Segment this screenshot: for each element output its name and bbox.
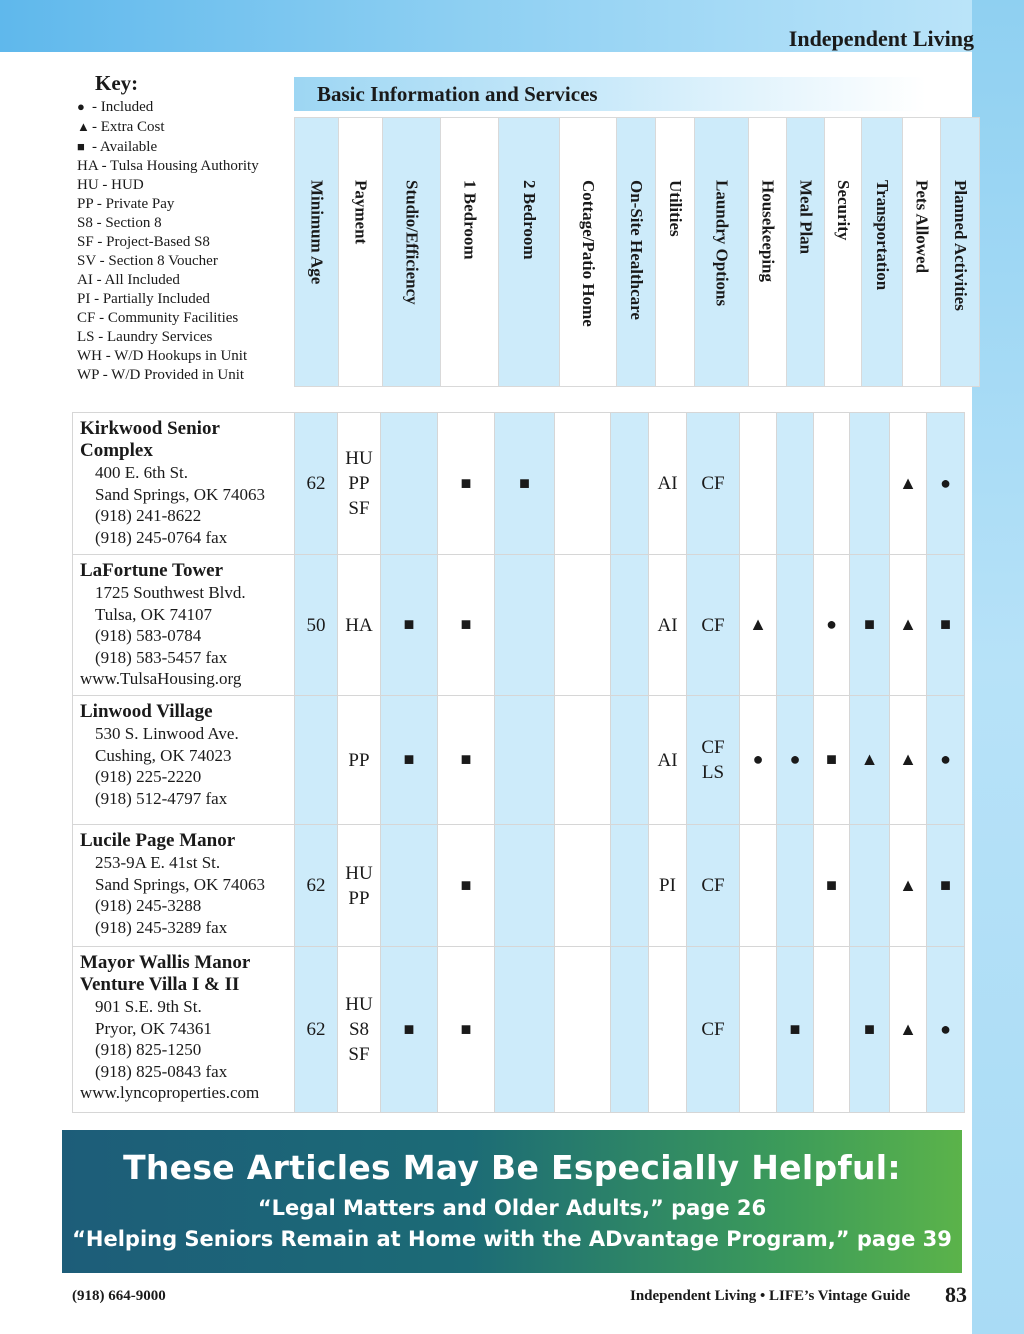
key-text: HA - Tulsa Housing Authority — [77, 158, 259, 174]
table-cell — [495, 413, 555, 555]
key-item — [77, 117, 259, 137]
cell-value: CF LS — [701, 737, 725, 783]
key-text: PI - Partially Included — [77, 291, 210, 307]
table-cell — [611, 696, 649, 825]
table-cell — [649, 413, 687, 555]
cell-value: HU PP SF — [345, 448, 373, 519]
facility-address-line: Cushing, OK 74023 — [95, 745, 232, 765]
key-text: SV - Section 8 Voucher — [77, 253, 218, 269]
footer-phone: (918) 664-9000 — [72, 1288, 166, 1304]
column-headers — [294, 117, 980, 387]
column-header — [656, 118, 695, 387]
table-cell — [611, 825, 649, 947]
table-cell — [687, 696, 740, 825]
table-cell — [777, 947, 814, 1113]
table-cell — [850, 696, 890, 825]
table-cell — [740, 413, 777, 555]
table-cell — [649, 947, 687, 1113]
table-cell — [740, 555, 777, 696]
table-cell — [740, 947, 777, 1113]
column-header — [825, 118, 862, 387]
table-cell — [890, 825, 927, 947]
key-text: S8 - Section 8 — [77, 215, 162, 231]
key-item — [77, 290, 259, 309]
key-item — [77, 328, 259, 347]
cell-value: CF — [701, 875, 725, 896]
table-heading: Basic Information and Services — [317, 82, 598, 106]
facility-address-line: 1725 Southwest Blvd. — [95, 583, 246, 602]
article-link-legal[interactable]: “Legal Matters and Older Adults,” page 26 — [257, 1196, 767, 1220]
table-cell — [649, 825, 687, 947]
facility-info-cell — [73, 947, 295, 1113]
table-cell — [295, 413, 338, 555]
table-cell — [777, 555, 814, 696]
table-cell — [687, 555, 740, 696]
table-cell — [687, 825, 740, 947]
table-cell — [927, 555, 965, 696]
included-circle-icon: ● — [940, 472, 951, 493]
page-number: 83 — [945, 1282, 967, 1307]
column-header — [617, 118, 656, 387]
table-cell — [850, 825, 890, 947]
extra-cost-triangle-icon: ▲ — [899, 614, 917, 634]
facility-info-cell — [73, 825, 295, 947]
key-item — [77, 176, 259, 195]
key-text: WH - W/D Hookups in Unit — [77, 348, 248, 364]
available-square-icon: ■ — [826, 749, 837, 769]
table-cell — [814, 555, 850, 696]
facility-address-line: (918) 245-0764 fax — [95, 527, 228, 547]
column-header — [295, 118, 339, 387]
table-cell — [850, 947, 890, 1113]
table-cell — [814, 413, 850, 555]
key-item — [77, 195, 259, 214]
cell-value: 62 — [306, 875, 326, 896]
included-circle-icon: ● — [940, 1018, 951, 1039]
table-cell — [649, 696, 687, 825]
table-cell — [295, 696, 338, 825]
table-cell — [927, 696, 965, 825]
facility-address-line: Pryor, OK 74361 — [95, 1018, 212, 1038]
key-text: - Included — [92, 99, 154, 115]
table-cell — [381, 696, 438, 825]
column-header — [749, 118, 787, 387]
table-cell — [338, 413, 381, 555]
table-cell — [338, 696, 381, 825]
available-square-icon: ■ — [460, 472, 472, 493]
column-header — [941, 118, 980, 387]
available-square-icon: ■ — [519, 472, 530, 493]
facility-address-line: (918) 241-8622 — [95, 506, 202, 525]
table-cell — [295, 555, 338, 696]
facility-address-line: 253-9A E. 41st St. — [95, 853, 221, 872]
table-row — [73, 413, 965, 555]
facilities-table — [72, 412, 965, 1113]
column-header-label: 1 Bedroom — [460, 180, 480, 260]
key-text: LS - Laundry Services — [77, 329, 213, 345]
column-header-label: Planned Activities — [951, 180, 970, 311]
table-cell — [438, 696, 495, 825]
extra-cost-triangle-icon: ▲ — [899, 1018, 917, 1039]
table-cell — [890, 947, 927, 1113]
available-square-icon: ■ — [826, 874, 837, 895]
extra-cost-triangle-icon: ▲ — [749, 614, 767, 634]
facility-website-link[interactable]: www.TulsaHousing.org — [80, 669, 242, 688]
key-item — [77, 157, 259, 176]
key-items — [77, 97, 259, 385]
table-heading-banner — [294, 77, 926, 111]
table-cell — [611, 413, 649, 555]
column-header-label: Cottage/Patio Home — [579, 180, 598, 327]
key-text: AI - All Included — [77, 272, 180, 288]
column-header — [862, 118, 903, 387]
table-cell — [687, 413, 740, 555]
table-cell — [611, 947, 649, 1113]
helpful-articles-title: These Articles May Be Especially Helpful: — [123, 1148, 901, 1187]
table-cell — [777, 413, 814, 555]
available-square-icon: ■ — [864, 1018, 875, 1039]
key-item — [77, 309, 259, 328]
table-cell — [438, 947, 495, 1113]
column-header-label: On-Site Healthcare — [627, 180, 646, 320]
table-cell — [649, 555, 687, 696]
facility-address-line: (918) 825-0843 fax — [95, 1061, 228, 1081]
table-cell — [850, 413, 890, 555]
cell-value: 62 — [306, 473, 326, 494]
table-cell — [438, 555, 495, 696]
table-cell — [740, 696, 777, 825]
table-cell — [438, 413, 495, 555]
legend-key — [77, 71, 259, 385]
table-cell — [555, 825, 611, 947]
column-header — [383, 118, 441, 387]
table-row — [73, 947, 965, 1113]
key-text: WP - W/D Provided in Unit — [77, 367, 245, 383]
cell-value: PI — [659, 875, 676, 896]
facility-address-line: (918) 512-4797 fax — [95, 788, 228, 808]
key-text: - Available — [92, 139, 158, 155]
column-header-label: Studio/Efficiency — [402, 180, 422, 305]
available-square-icon: ■ — [460, 749, 472, 769]
helpful-articles-banner — [62, 1130, 962, 1273]
facility-website-link[interactable]: www.lyncoproperties.com — [80, 1083, 260, 1102]
key-title: Key: — [95, 71, 139, 95]
key-item — [77, 271, 259, 290]
extra-cost-triangle-icon: ▲ — [899, 749, 917, 769]
column-header-label: Transportation — [873, 180, 892, 291]
table-row — [73, 555, 965, 696]
table-cell — [890, 696, 927, 825]
key-item — [77, 252, 259, 271]
table-cell — [555, 555, 611, 696]
facility-address-line: (918) 245-3288 — [95, 896, 202, 915]
column-header — [441, 118, 499, 387]
column-header — [339, 118, 383, 387]
table-row — [73, 825, 965, 947]
cell-value: 62 — [306, 1019, 326, 1040]
cell-value: AI — [657, 473, 678, 494]
key-item — [77, 233, 259, 252]
facility-name: Mayor Wallis Manor Venture Villa I & II — [80, 952, 250, 995]
cell-value: CF — [701, 614, 725, 636]
table-cell — [890, 413, 927, 555]
included-circle-icon: ● — [940, 749, 951, 769]
available-square-icon: ■ — [864, 614, 875, 634]
key-item — [77, 366, 259, 385]
available-square-icon: ■ — [940, 614, 951, 634]
facility-info-cell — [73, 696, 295, 825]
included-circle-icon: ● — [789, 749, 801, 769]
table-cell — [495, 947, 555, 1113]
included-circle-icon: ● — [752, 749, 764, 769]
article-link-advantage[interactable]: “Helping Seniors Remain at Home with the ADvantage Program,” page 39 — [72, 1227, 952, 1251]
table-cell — [555, 696, 611, 825]
available-square-icon: ■ — [789, 1018, 801, 1039]
column-header-label: Payment — [351, 180, 371, 245]
key-text: PP - Private Pay — [77, 196, 175, 212]
available-square-icon: ■ — [460, 614, 472, 634]
column-header-label: 2 Bedroom — [520, 180, 539, 260]
key-item — [77, 347, 259, 366]
table-cell — [338, 555, 381, 696]
table-cell — [814, 947, 850, 1113]
footer-guide-title: Independent Living • LIFE’s Vintage Guide — [630, 1288, 911, 1304]
cell-value: AI — [657, 614, 678, 636]
table-cell — [740, 825, 777, 947]
facility-info-cell — [73, 555, 295, 696]
key-symbol-icon: ■ — [77, 139, 85, 154]
facility-name: Linwood Village — [80, 701, 213, 722]
column-header-label: Pets Allowed — [912, 180, 932, 274]
column-header-label: Security — [834, 180, 853, 241]
facility-address-line: (918) 245-3289 fax — [95, 917, 228, 937]
column-header — [695, 118, 749, 387]
column-header-label: Utilities — [666, 180, 685, 237]
available-square-icon: ■ — [403, 1018, 415, 1039]
table-cell — [495, 696, 555, 825]
facility-address-line: Tulsa, OK 74107 — [95, 604, 212, 624]
key-text: CF - Community Facilities — [77, 310, 239, 326]
facility-address-line: Sand Springs, OK 74063 — [95, 484, 266, 504]
table-cell — [611, 555, 649, 696]
table-cell — [381, 413, 438, 555]
table-cell — [814, 825, 850, 947]
key-text: SF - Project-Based S8 — [77, 234, 210, 250]
cell-value: AI — [657, 749, 678, 771]
facility-address-line: (918) 583-5457 fax — [95, 647, 228, 667]
table-cell — [338, 947, 381, 1113]
table-cell — [295, 947, 338, 1113]
key-text: - Extra Cost — [92, 119, 165, 135]
table-cell — [777, 696, 814, 825]
extra-cost-triangle-icon: ▲ — [899, 472, 917, 493]
column-header-label: Minimum Age — [307, 180, 327, 285]
cell-value: CF — [701, 473, 725, 494]
table-cell — [890, 555, 927, 696]
table-cell — [777, 825, 814, 947]
column-header — [903, 118, 941, 387]
column-header-label: Meal Plan — [796, 180, 816, 255]
table-cell — [850, 555, 890, 696]
available-square-icon: ■ — [403, 614, 415, 634]
facility-address-line: (918) 225-2220 — [95, 767, 202, 786]
table-cell — [687, 947, 740, 1113]
table-cell — [927, 947, 965, 1113]
section-title: Independent Living — [788, 26, 974, 51]
table-cell — [555, 947, 611, 1113]
available-square-icon: ■ — [940, 874, 951, 895]
table-cell — [495, 825, 555, 947]
table-cell — [338, 825, 381, 947]
facility-address-line: 530 S. Linwood Ave. — [95, 724, 239, 743]
cell-value: PP — [348, 749, 370, 771]
table-cell — [814, 696, 850, 825]
facility-info-cell — [73, 413, 295, 555]
cell-value: HU S8 SF — [345, 994, 373, 1065]
facility-address-line: 901 S.E. 9th St. — [95, 997, 202, 1016]
included-circle-icon: ● — [826, 614, 837, 634]
column-header — [499, 118, 560, 387]
cell-value: 50 — [306, 614, 326, 636]
available-square-icon: ■ — [460, 1018, 472, 1039]
table-cell — [438, 825, 495, 947]
facility-name: Lucile Page Manor — [80, 830, 236, 851]
table-cell — [381, 947, 438, 1113]
available-square-icon: ■ — [460, 874, 472, 895]
table-cell — [295, 825, 338, 947]
available-square-icon: ■ — [403, 749, 415, 769]
cell-value: HA — [345, 614, 373, 636]
cell-value: HU PP — [345, 862, 373, 909]
table-cell — [927, 413, 965, 555]
key-text: HU - HUD — [77, 177, 144, 193]
key-item — [77, 97, 259, 117]
table-cell — [495, 555, 555, 696]
table-cell — [381, 555, 438, 696]
key-symbol-icon: ▲ — [77, 119, 90, 134]
cell-value: CF — [701, 1019, 725, 1040]
key-item — [77, 214, 259, 233]
column-header — [787, 118, 825, 387]
facility-address-line: 400 E. 6th St. — [95, 463, 189, 482]
facility-name: LaFortune Tower — [80, 560, 224, 581]
table-cell — [381, 825, 438, 947]
column-header — [560, 118, 617, 387]
column-header-label: Laundry Options — [712, 180, 732, 307]
table-cell — [927, 825, 965, 947]
facility-address-line: Sand Springs, OK 74063 — [95, 874, 266, 894]
facility-address-line: (918) 583-0784 — [95, 626, 202, 645]
extra-cost-triangle-icon: ▲ — [899, 874, 917, 895]
key-symbol-icon: ● — [77, 99, 85, 114]
key-item — [77, 137, 259, 157]
table-row — [73, 696, 965, 825]
facility-address-line: (918) 825-1250 — [95, 1040, 202, 1059]
column-header-label: Housekeeping — [758, 180, 778, 283]
extra-cost-triangle-icon: ▲ — [860, 749, 879, 769]
table-cell — [555, 413, 611, 555]
facility-name: Kirkwood Senior Complex — [80, 418, 220, 461]
